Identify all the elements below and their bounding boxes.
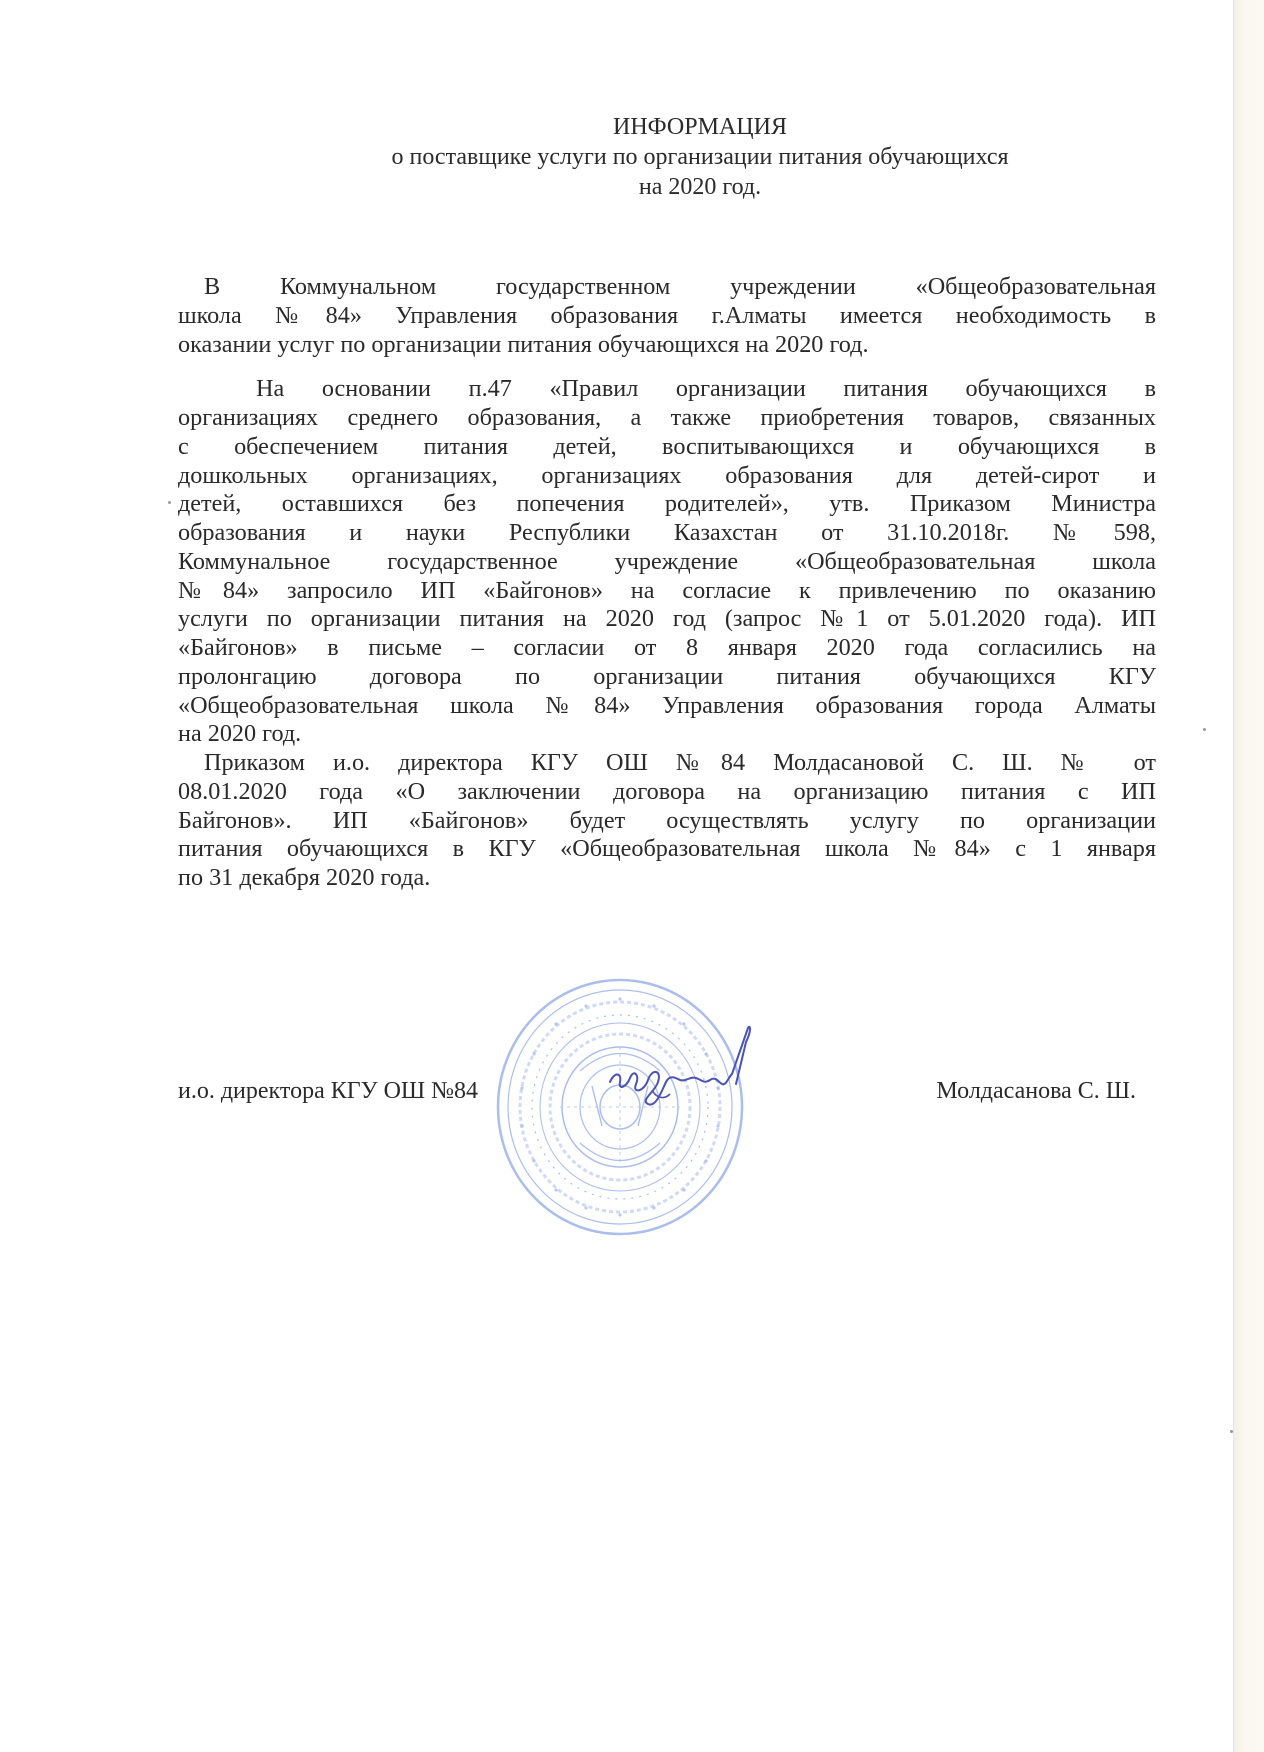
signatory-position: и.о. директора КГУ ОШ №84 bbox=[178, 1078, 479, 1104]
paragraph-1-line: школа №84» Управления образования г.Алматы имеется необходимость в bbox=[178, 301, 1156, 329]
paragraph-1-line: оказании услуг по организации питания обучающихся на 2020 год. bbox=[178, 330, 869, 358]
scan-speck bbox=[1230, 1430, 1233, 1433]
scan-speck bbox=[168, 501, 171, 504]
paragraph-2-line: детей, оставшихся без попечения родителей», утв. Приказом Министра bbox=[178, 490, 1156, 518]
paragraph-2-line: №84» запросило ИП «Байгонов» на согласие к привлечению по оказанию bbox=[178, 576, 1156, 604]
paragraph-2-line: Коммунальное государственное учреждение «Общеобразовательная школа bbox=[178, 547, 1156, 575]
page-edge-shadow bbox=[1233, 0, 1264, 1752]
paragraph-2-line: дошкольных организациях, организациях образования для детей-сирот и bbox=[178, 461, 1156, 489]
paragraph-1-line: В Коммунальном государственном учреждении «Общеобразовательная bbox=[204, 273, 1156, 300]
paragraph-2-line: «Байгонов» в письме – согласии от 8 января 2020 года согласились на bbox=[178, 634, 1156, 661]
document-header bbox=[250, 112, 1150, 202]
signatory-name: Молдасанова С. Ш. bbox=[936, 1078, 1136, 1104]
paragraph-3-line: питания обучающихся в КГУ «Общеобразовательная школа №84» с 1 января bbox=[178, 835, 1156, 863]
paragraph-3-line: 08.01.2020 года «О заключении договора на организацию питания с ИП bbox=[178, 777, 1156, 805]
paragraph-2-line: образования и науки Республики Казахстан от 31.10.2018г. №598, bbox=[178, 519, 1156, 546]
paragraph-2-line: На основании п.47 «Правил организации питания обучающихся в bbox=[256, 375, 1156, 403]
document-subtitle: о поставщике услуги по организации питания обучающихся bbox=[391, 144, 1009, 170]
scan-speck bbox=[1203, 728, 1206, 731]
paragraph-2-line: «Общеобразовательная школа №84» Управления образования города Алматы bbox=[178, 691, 1156, 719]
paragraph-2-line: услуги по организации питания на 2020 год (запрос №1 от 5.01.2020 года). ИП bbox=[178, 605, 1156, 633]
paragraph-2-line: с обеспечением питания детей, воспитывающихся и обучающихся в bbox=[178, 432, 1156, 460]
paragraph-2-line: организациях среднего образования, а также приобретения товаров, связанных bbox=[178, 404, 1156, 431]
paragraph-3-line: по 31 декабря 2020 года. bbox=[178, 864, 431, 891]
paragraph-3-line: Приказом и.о. директора КГУ ОШ №84 Молдасановой С. Ш. № от bbox=[204, 749, 1156, 776]
paragraph-3-line: Байгонов». ИП «Байгонов» будет осуществлять услугу по организации bbox=[178, 806, 1156, 834]
document-title: ИНФОРМАЦИЯ bbox=[613, 114, 787, 140]
signature-block bbox=[178, 1075, 1156, 1107]
document-subtitle-year: на 2020 год. bbox=[638, 174, 762, 200]
document-body bbox=[178, 273, 1156, 893]
paragraph-2-line: пролонгацию договора по организации питания обучающихся КГУ bbox=[178, 662, 1156, 690]
paragraph-2-line: на 2020 год. bbox=[178, 720, 302, 748]
